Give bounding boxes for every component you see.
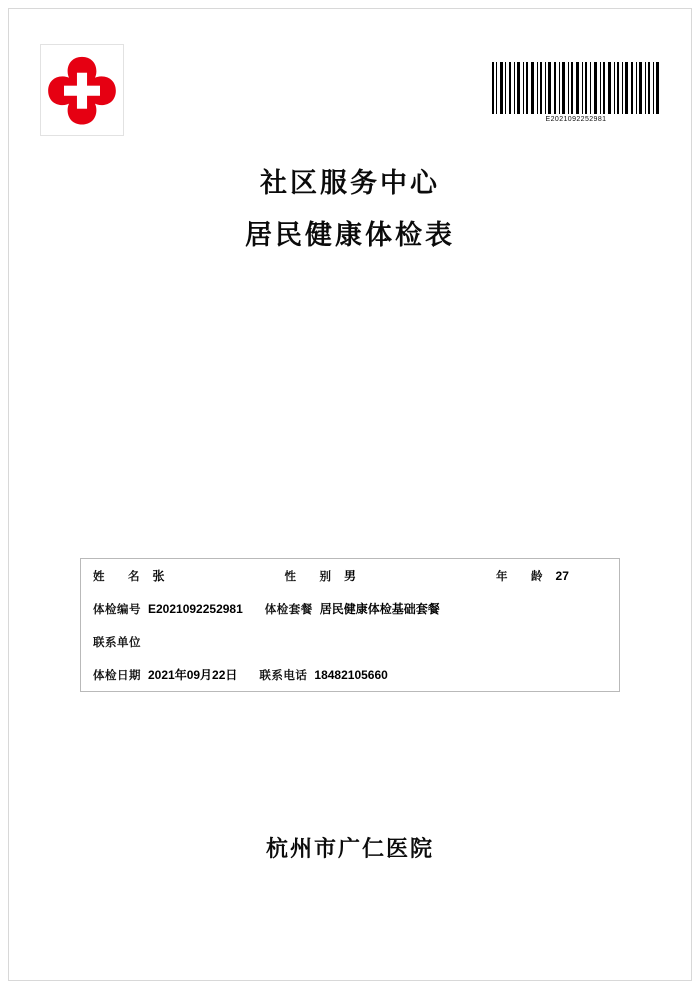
- field-date: [93, 666, 237, 683]
- exam-no-value: E2021092252981: [148, 601, 243, 616]
- hospital-logo-box: [40, 44, 124, 136]
- field-age: [496, 568, 569, 584]
- gender-label: 性 别: [284, 571, 338, 583]
- field-exam-no: [93, 601, 243, 617]
- patient-info-table: [80, 558, 620, 692]
- date-value: 2021年09月22日: [148, 668, 238, 682]
- field-gender: [285, 567, 357, 584]
- field-unit: [93, 634, 148, 650]
- gender-value: 男: [344, 569, 357, 583]
- age-value: 27: [555, 568, 569, 583]
- red-cross-logo-icon: [46, 54, 118, 126]
- info-row-date: [81, 658, 619, 691]
- date-label: 体检日期: [93, 670, 141, 682]
- name-value: 张: [152, 569, 165, 583]
- name-label: 姓 名: [93, 571, 146, 583]
- field-phone: [259, 667, 387, 683]
- document-title: [0, 158, 700, 262]
- header-row: [0, 44, 700, 140]
- phone-value: 18482105660: [314, 667, 388, 682]
- barcode-area: [490, 62, 662, 123]
- hospital-name: 杭州市广仁医院: [265, 837, 434, 862]
- info-row-unit: [81, 625, 619, 658]
- package-label: 体检套餐: [264, 604, 313, 616]
- field-name: [93, 567, 165, 584]
- barcode-number: E2021092252981: [545, 116, 607, 123]
- info-row-identity: [81, 559, 619, 592]
- field-package: [265, 600, 440, 617]
- package-value: 居民健康体检基础套餐: [319, 602, 440, 616]
- title-line-1: 社区服务中心: [260, 168, 440, 199]
- title-line-2: 居民健康体检表: [245, 220, 455, 251]
- info-row-exam: [81, 592, 619, 625]
- unit-label: 联系单位: [93, 636, 141, 649]
- exam-no-label: 体检编号: [93, 603, 141, 616]
- age-label: 年 龄: [496, 570, 549, 583]
- phone-label: 联系电话: [259, 669, 308, 682]
- barcode-icon: [490, 62, 662, 114]
